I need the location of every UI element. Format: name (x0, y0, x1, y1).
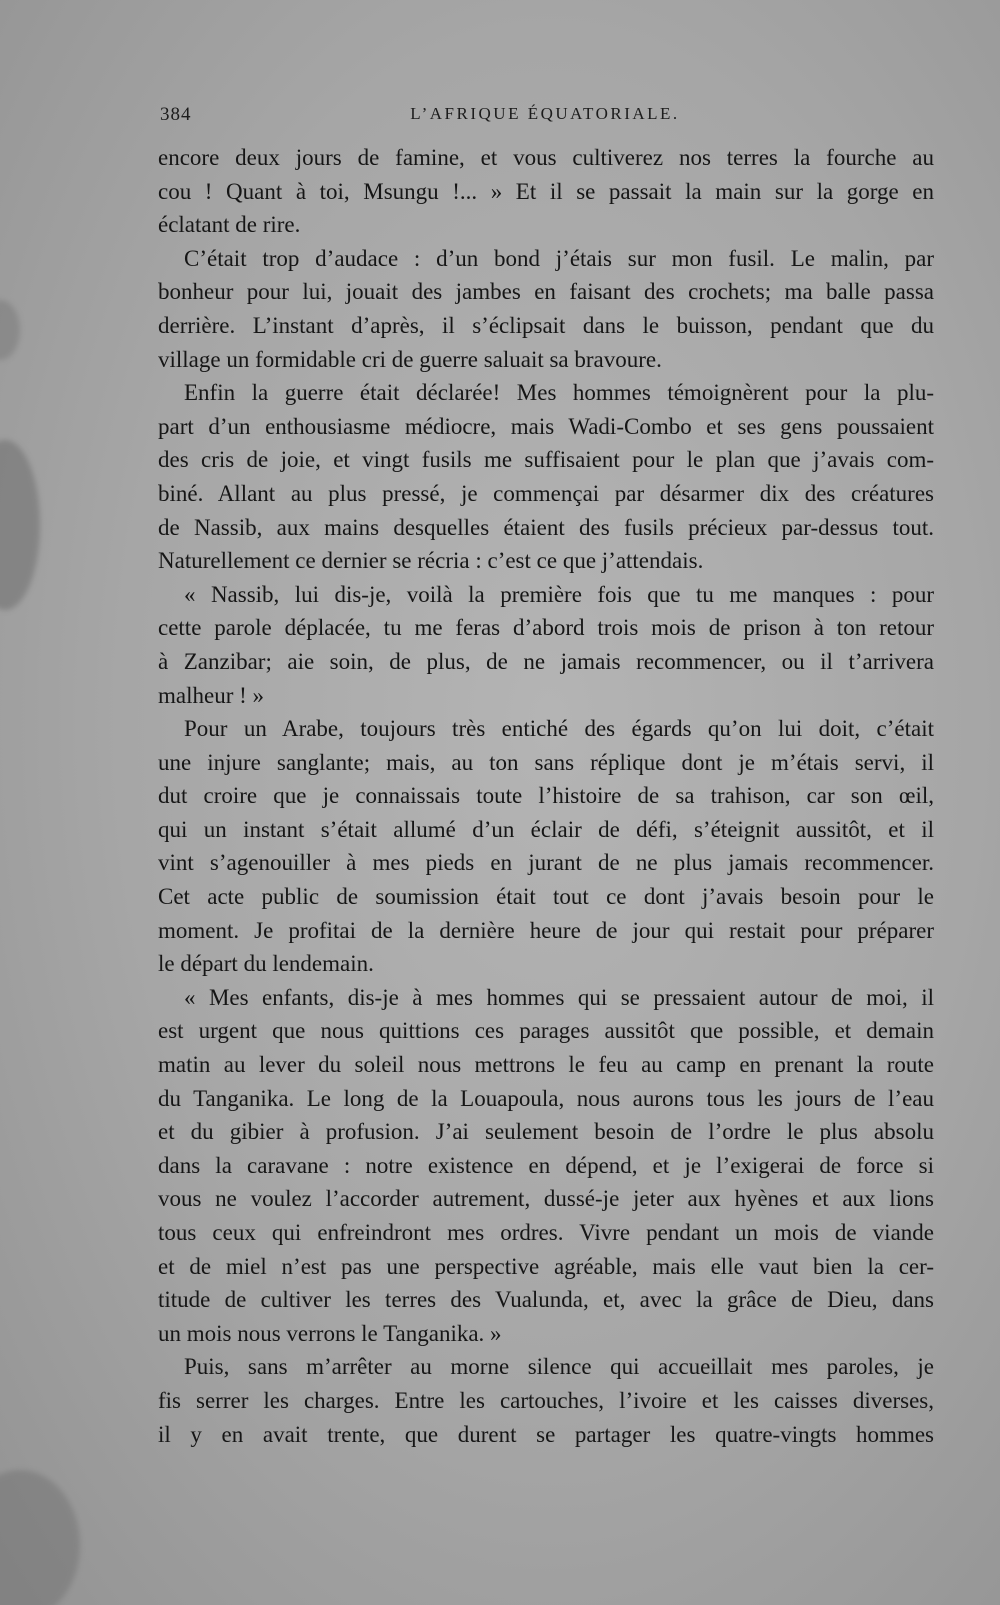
text-line: « Mes enfants, dis-je à mes hommes qui se pressaient autour de moi, il (184, 984, 934, 1010)
text-line: cou ! Quant à toi, Msungu !... » Et il se passait la main sur la gorge en (158, 178, 934, 204)
text-line: village un formidable cri de guerre saluait sa bravoure. (158, 346, 662, 372)
text-line: dut croire que je connaissais toute l’histoire de sa trahison, car son œil, (158, 783, 934, 809)
text-line: Cet acte public de soumission était tout ce dont j’avais besoin pour le (158, 884, 934, 910)
text-line: le départ du lendemain. (158, 951, 374, 977)
page-stain (0, 300, 20, 360)
running-title: L’AFRIQUE ÉQUATORIALE. (410, 104, 680, 123)
text-line: de Nassib, aux mains desquelles étaient des fusils précieux par-dessus tout. (158, 514, 934, 540)
text-line: et du gibier à profusion. J’ai seulement besoin de l’ordre le plus absolu (158, 1119, 934, 1145)
text-line: Naturellement ce dernier se récria : c’est ce que j’attendais. (158, 548, 704, 574)
page-header (160, 104, 930, 134)
text-line: des cris de joie, et vingt fusils me suffisaient pour le plan que j’avais com- (158, 447, 934, 473)
text-line: Pour un Arabe, toujours très entiché des égards qu’on lui doit, c’était (184, 716, 934, 742)
text-line: fis serrer les charges. Entre les cartouches, l’ivoire et les caisses diverses, (158, 1387, 934, 1413)
text-line: du Tanganika. Le long de la Louapoula, nous aurons tous les jours de l’eau (158, 1085, 934, 1111)
text-line: derrière. L’instant d’après, il s’éclipsait dans le buisson, pendant que du (158, 312, 934, 338)
text-line: encore deux jours de famine, et vous cultiverez nos terres la fourche au (158, 145, 934, 170)
page-stain (0, 1470, 80, 1605)
text-line: éclatant de rire. (158, 212, 301, 238)
text-line: cette parole déplacée, tu me feras d’abord trois mois de prison à ton retour (158, 615, 934, 641)
text-line: vous ne voulez l’accorder autrement, dussé-je jeter aux hyènes et aux lions (158, 1186, 934, 1212)
text-line: il y en avait trente, que durent se partager les quatre-vingts hommes (158, 1421, 934, 1447)
text-line: « Nassib, lui dis-je, voilà la première fois que tu me manques : pour (184, 581, 934, 607)
text-line: Puis, sans m’arrêter au morne silence qui accueillait mes paroles, je (184, 1354, 934, 1380)
text-line: malheur ! » (158, 682, 265, 708)
text-line: Enfin la guerre était déclarée! Mes hommes témoignèrent pour la plu- (184, 380, 934, 406)
text-line: vint s’agenouiller à mes pieds en jurant de ne plus jamais recommencer. (158, 850, 934, 876)
body-text (158, 141, 934, 1451)
text-line: un mois nous verrons le Tanganika. » (158, 1320, 502, 1346)
page-number: 384 (160, 104, 192, 125)
text-line: biné. Allant au plus pressé, je commençai par désarmer dix des créatures (158, 480, 934, 506)
text-line: matin au lever du soleil nous mettrons le feu au camp en prenant la route (158, 1052, 934, 1078)
text-line: qui un instant s’était allumé d’un éclair de défi, s’éteignit aussitôt, et il (158, 816, 934, 842)
text-line: moment. Je profitai de la dernière heure de jour qui restait pour préparer (158, 917, 934, 943)
text-line: part d’un enthousiasme médiocre, mais Wadi-Combo et ses gens poussaient (158, 413, 934, 439)
text-line: est urgent que nous quittions ces parages aussitôt que possible, et demain (158, 1018, 934, 1044)
text-line: à Zanzibar; aie soin, de plus, de ne jamais recommencer, ou il t’arrivera (158, 648, 934, 674)
text-line: bonheur pour lui, jouait des jambes en faisant des crochets; ma balle passa (158, 279, 934, 305)
text-line: et de miel n’est pas une perspective agréable, mais elle vaut bien la cer- (158, 1253, 934, 1279)
text-line: C’était trop d’audace : d’un bond j’étais sur mon fusil. Le malin, par (184, 245, 934, 271)
page-stain (0, 440, 40, 610)
text-line: une injure sanglante; mais, au ton sans réplique dont je m’étais servi, il (158, 749, 934, 775)
text-line: tous ceux qui enfreindront mes ordres. Vivre pendant un mois de viande (158, 1220, 934, 1245)
text-line: dans la caravane : notre existence en dépend, et je l’exigerai de force si (158, 1152, 934, 1178)
text-line: titude de cultiver les terres des Vualunda, et, avec la grâce de Dieu, dans (158, 1287, 934, 1313)
